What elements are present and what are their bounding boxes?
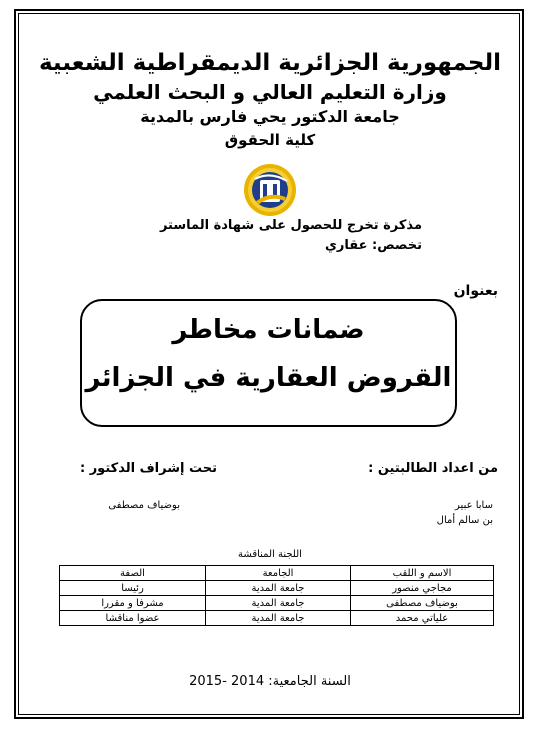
table-cell: بوضياف مصطفى (351, 596, 494, 611)
table-header-cell: الصفة (60, 566, 206, 581)
university-logo-icon (243, 163, 297, 217)
student-name: سابا عبير (455, 500, 493, 511)
table-header-row (60, 566, 494, 581)
table-header-cell: الجامعة (206, 566, 351, 581)
faculty-heading: كلية الحقوق (224, 131, 316, 149)
thesis-title-line-2: القروض العقارية في الجزائر (85, 363, 452, 393)
table-cell: مجاجي منصور (351, 581, 494, 596)
table-row (60, 611, 494, 626)
committee-title: اللجنة المناقشة (238, 549, 302, 560)
table-row (60, 596, 494, 611)
committee-table (59, 565, 494, 626)
table-cell: جامعة المدية (206, 581, 351, 596)
table-header-cell: الاسم و اللقب (351, 566, 494, 581)
prepared-by-label: من اعداد الطالبتين : (368, 461, 498, 476)
supervisor-name: بوضياف مصطفى (108, 500, 180, 511)
table-cell: علياتي محمد (351, 611, 494, 626)
table-cell: جامعة المدية (206, 596, 351, 611)
republic-heading: الجمهورية الجزائرية الديمقراطية الشعبية (38, 50, 502, 76)
table-cell: عضوا مناقشا (60, 611, 206, 626)
table-cell: رئيسا (60, 581, 206, 596)
ministry-heading: وزارة التعليم العالي و البحث العلمي (93, 80, 447, 104)
thesis-title-line-1: ضمانات مخاطر (172, 315, 365, 345)
table-cell: جامعة المدية (206, 611, 351, 626)
university-heading: جامعة الدكتور يحي فارس بالمدية (140, 107, 400, 126)
table-cell: مشرفا و مقررا (60, 596, 206, 611)
specialization-line: تخصص: عقاري (324, 238, 422, 253)
student-name: بن سالم أمال (436, 515, 493, 526)
degree-line: مذكرة تخرج للحصول على شهادة الماستر (159, 218, 422, 233)
academic-year: السنة الجامعية: 2014 -2015 (189, 674, 351, 689)
supervisor-label: تحت إشراف الدكتور : (79, 461, 217, 476)
thesis-title-box (80, 299, 457, 427)
about-label: بعنوان (453, 283, 498, 299)
table-row (60, 581, 494, 596)
